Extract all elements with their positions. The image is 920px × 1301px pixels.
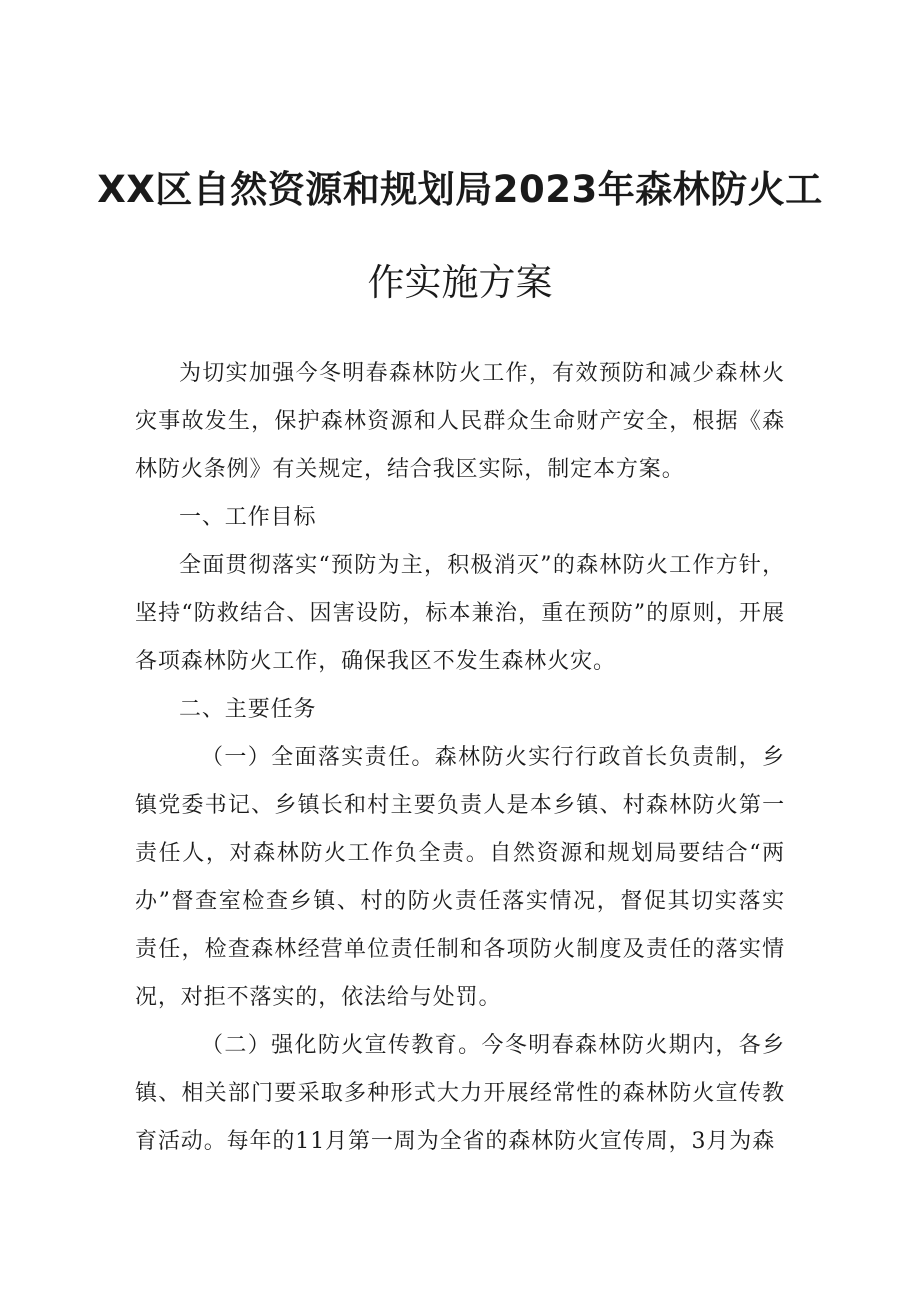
document-body [135,350,785,1166]
intro-paragraph: 为切实加强今冬明春森林防火工作，有效预防和减少森林火灾事故发生，保护森林资源和人民群众生命财产安全，根据《森林防火条例》有关规定，结合我区实际，制定本方案。 [135,361,785,482]
task1-paragraph: （一）全面落实责任。森林防火实行行政首长负责制，乡镇党委书记、乡镇长和村主要负责人是本乡镇、村森林防火第一责任人，对森林防火工作负全责。自然资源和规划局要结合“两办”督查室检查乡镇、村的防火责任落实情况，督促其切实落实责任，检查森林经营单位责任制和各项防火制度及责任的落实情况，对拒不落实的，依法给与处罚。 [135,745,785,1010]
section1-paragraph: 全面贯彻落实“预防为主，积极消灭”的森林防火工作方针，坚持“防救结合、因害设防，标本兼治，重在预防”的原则，开展各项森林防火工作，确保我区不发生森林火灾。 [135,553,785,674]
task2-paragraph: （二）强化防火宣传教育。今冬明春森林防火期内，各乡镇、相关部门要采取多种形式大力开展经常性的森林防火宣传教育活动。每年的11月第一周为全省的森林防火宣传周，3月为森 [135,1033,785,1154]
document-title-line1: XX区自然资源和规划局2023年森林防火工 [97,168,823,211]
document-title-line2: 作实施方案 [367,261,553,304]
section1-heading: 一、工作目标 [179,505,317,530]
section2-heading: 二、主要任务 [179,697,317,722]
